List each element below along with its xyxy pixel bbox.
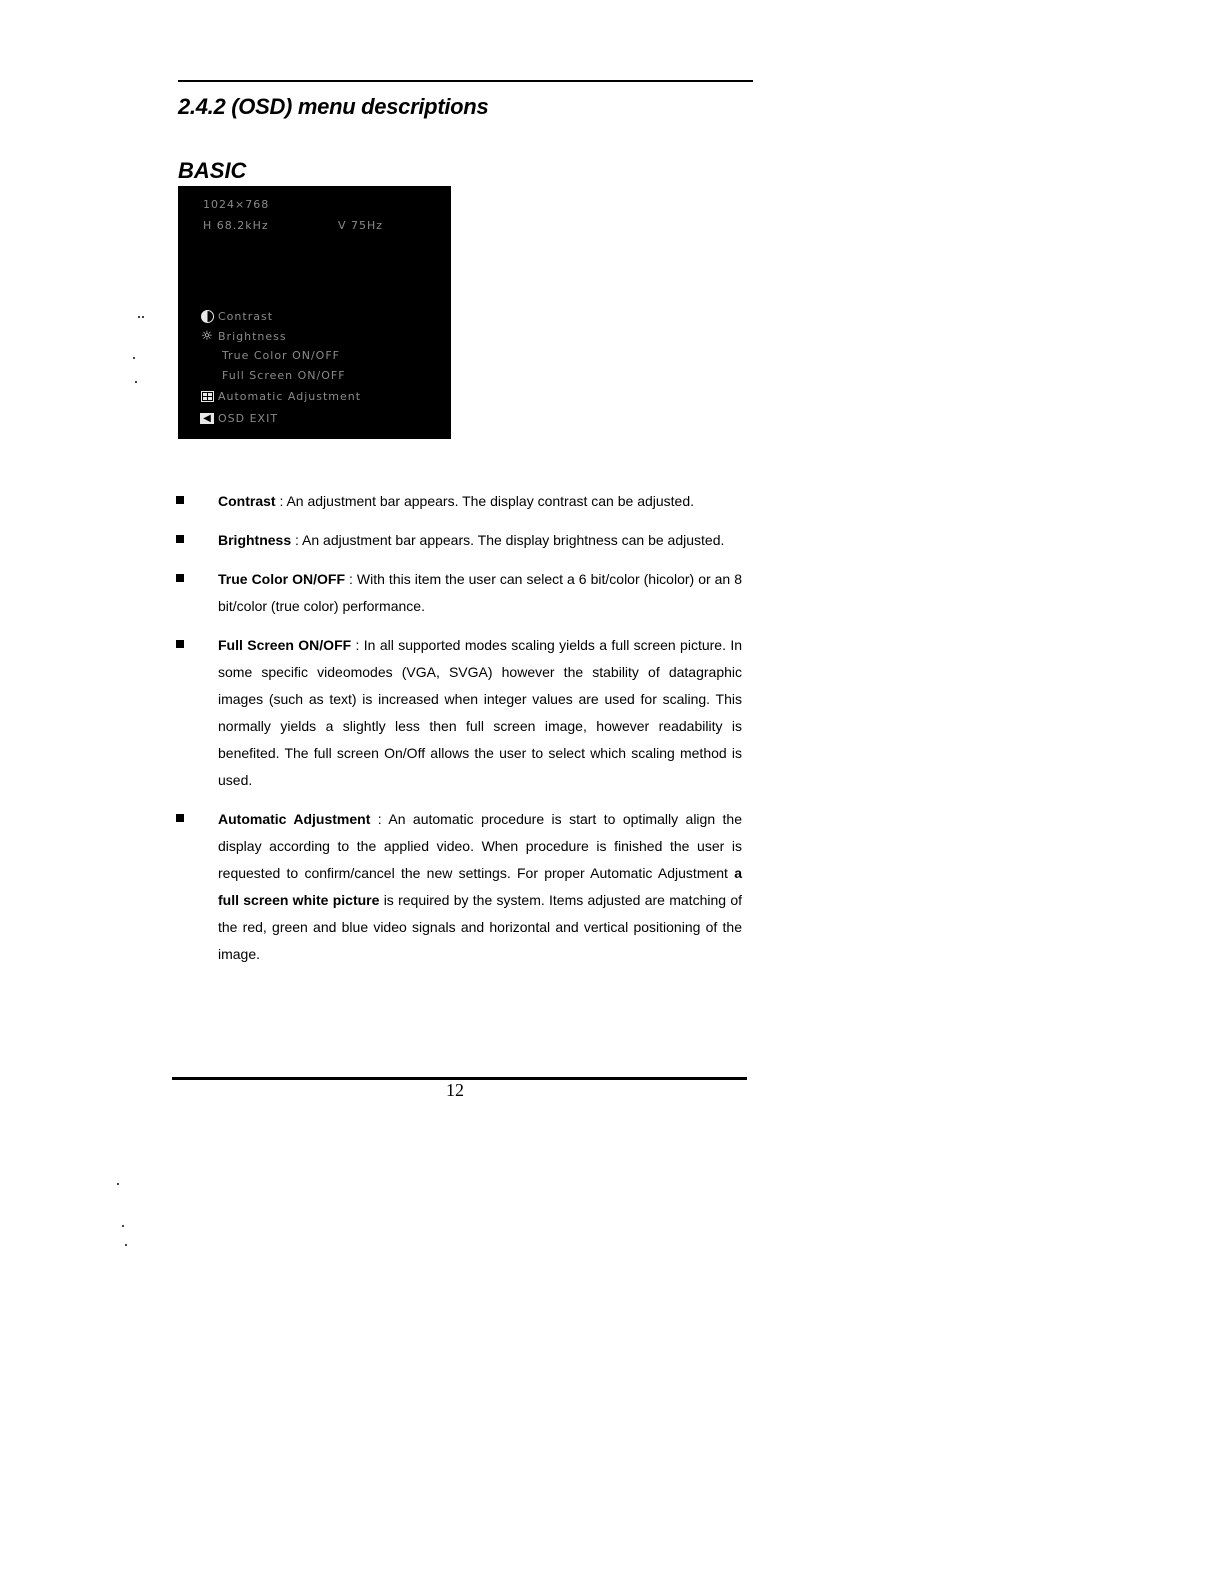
brightness-icon: ☼ <box>201 328 213 344</box>
bullet-icon <box>176 814 184 822</box>
list-item-automatic-adjustment: Automatic Adjustment : An automatic procedure is start to optimally align the display according to the applied video. When procedure is finished the user is requested to confirm/cancel the new settings. For proper Automatic Adjustment a full screen white picture is required by the system. Items adjusted are matching of the red, green and blue video signals and horizontal and vertical positioning of the image. <box>176 806 742 968</box>
osd-menu-label: True Color ON/OFF <box>222 349 340 362</box>
osd-menu-label: Contrast <box>218 309 274 323</box>
item-term: Automatic Adjustment <box>218 811 371 827</box>
osd-menu-label: Brightness <box>218 329 287 343</box>
contrast-icon <box>200 309 214 323</box>
osd-menu-label: Full Screen ON/OFF <box>222 369 346 382</box>
scan-speck <box>135 381 137 383</box>
top-rule <box>178 80 753 82</box>
item-term: Contrast <box>218 493 276 509</box>
bullet-icon <box>176 640 184 648</box>
bullet-icon <box>176 574 184 582</box>
item-text: In all supported modes scaling yields a full screen picture. In some specific videomodes (VGA, SVGA) however the stability of datagraphic images (such as text) is increased when integer values are used for scaling. This normally yields a slightly less then full screen image, however readability is benefited. The full screen On/Off allows the user to select which scaling method is used. <box>218 637 743 788</box>
item-text: An automatic procedure is start to optimally align the display according to the applied video. When procedure is finished the user is requested to confirm/cancel the new settings. For proper Automatic Adjustment <box>218 811 743 881</box>
item-text: An adjustment bar appears. The display contrast can be adjusted. <box>286 493 695 509</box>
osd-screenshot <box>178 186 451 439</box>
list-item-true-color: True Color ON/OFF : With this item the user can select a 6 bit/color (hicolor) or an 8 bit/color (true color) performance. <box>176 566 742 620</box>
scan-speck <box>142 316 144 318</box>
item-text: With this item the user can select a 6 bit/color (hicolor) or an 8 bit/color (true color) performance. <box>218 571 743 614</box>
description-list <box>176 488 742 980</box>
osd-v-freq: V 75Hz <box>338 219 384 232</box>
osd-menu-label: Automatic Adjustment <box>218 389 362 403</box>
list-item-brightness: Brightness : An adjustment bar appears. The display brightness can be adjusted. <box>176 527 742 554</box>
item-text: is required by the system. Items adjusted are matching of the red, green and blue video signals and horizontal and vertical positioning of the image. <box>218 892 742 962</box>
osd-menu-contrast <box>200 309 273 323</box>
section-title: 2.4.2 (OSD) menu descriptions <box>178 94 489 119</box>
page-number: 12 <box>446 1080 464 1100</box>
osd-resolution: 1024×768 <box>203 198 270 211</box>
scan-speck <box>122 1225 124 1227</box>
scan-speck <box>125 1244 127 1246</box>
osd-menu-exit <box>200 411 278 425</box>
exit-icon: ◀ <box>200 411 214 425</box>
scan-speck <box>117 1183 119 1185</box>
bullet-icon <box>176 496 184 504</box>
item-term: Brightness <box>218 532 292 548</box>
item-text-emphasis: a full screen white picture <box>218 865 742 908</box>
osd-menu-auto-adjust <box>200 389 361 403</box>
osd-h-freq: H 68.2kHz <box>203 219 269 232</box>
item-term: True Color ON/OFF <box>218 571 346 587</box>
auto-adjust-icon <box>200 389 214 403</box>
scan-speck <box>133 357 135 359</box>
item-text: An adjustment bar appears. The display brightness can be adjusted. <box>302 532 725 548</box>
osd-menu-true-color <box>222 349 340 362</box>
osd-menu-label: OSD EXIT <box>218 411 279 425</box>
subhead-basic: BASIC <box>178 158 247 183</box>
bullet-icon <box>176 535 184 543</box>
list-item-full-screen: Full Screen ON/OFF : In all supported modes scaling yields a full screen picture. In some specific videomodes (VGA, SVGA) however the stability of datagraphic images (such as text) is increased when integer values are used for scaling. This normally yields a slightly less then full screen image, however readability is benefited. The full screen On/Off allows the user to select which scaling method is used. <box>176 632 742 794</box>
item-term: Full Screen ON/OFF <box>218 637 352 653</box>
list-item-contrast: Contrast : An adjustment bar appears. The display contrast can be adjusted. <box>176 488 742 515</box>
osd-menu-brightness <box>200 329 287 343</box>
osd-menu-full-screen <box>222 369 346 382</box>
scan-speck <box>138 316 140 318</box>
